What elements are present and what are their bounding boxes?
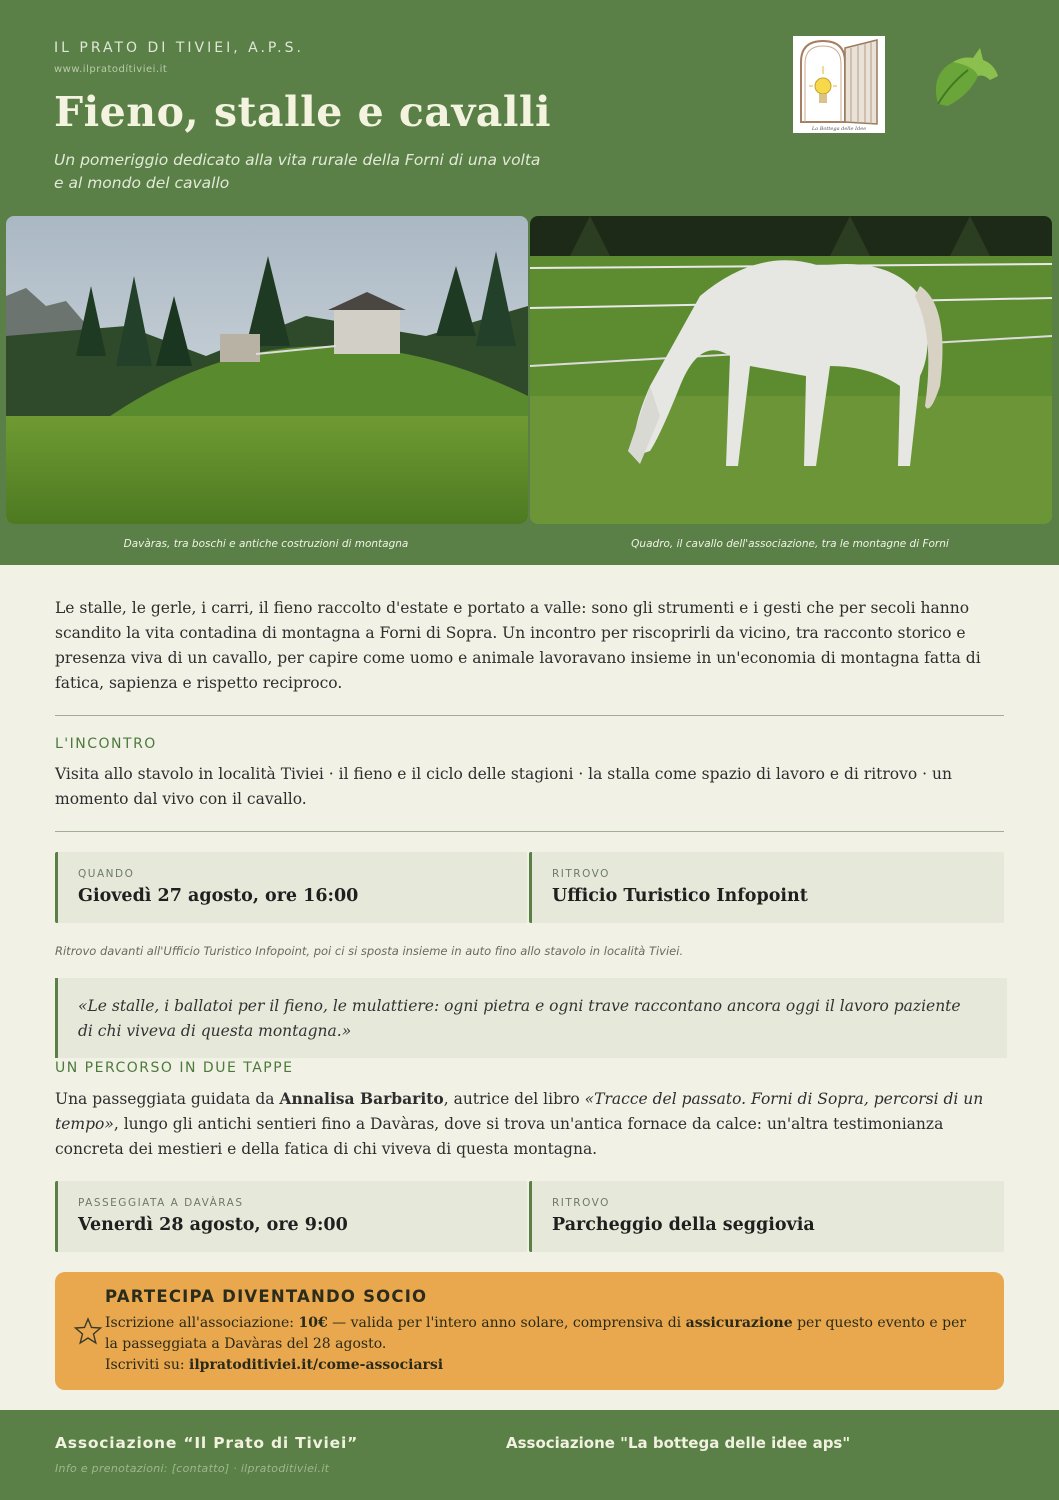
incontro-text: Visita allo stavolo in località Tiviei · il fieno e il ciclo delle stagioni · la stalla come spazio di lavoro e di ritrovo · un momento dal vivo con il cavallo. — [55, 765, 952, 808]
photo-caption: Davàras, tra boschi e antiche costruzioni di montagna — [123, 538, 409, 550]
percorso-section — [55, 1086, 1005, 1162]
signup-link[interactable]: ilpratoditiviei.it/come-associarsi — [189, 1357, 444, 1373]
membership-callout — [55, 1272, 1004, 1390]
intro-paragraph: Le stalle, le gerle, i carri, il fieno raccolto d'estate e portato a valle: sono gli strumenti e i gesti che per secoli hanno scandito la vita contadina di montagna a Forni di Sopra. Un incontro per riscoprirli da vicino, tra racconto storico e presenza viva di un cavallo, per capire come uomo e animale lavoravano insieme in un'economia di montagna fatta di fatica, sapienza e rispetto reciproco. — [55, 599, 981, 692]
horse-leaf-icon — [928, 44, 1002, 114]
event2-when-card — [55, 1181, 527, 1252]
card-value: Parcheggio della seggiovia — [552, 1215, 815, 1235]
quote-block — [55, 978, 1007, 1058]
percorso-text — [55, 1086, 1005, 1162]
percorso-text-b: , autrice del libro — [443, 1090, 585, 1108]
card-label: RITROVO — [552, 868, 610, 880]
signup-label: Iscriviti su: — [105, 1357, 190, 1373]
event2-where-card — [529, 1181, 1004, 1252]
card-label: QUANDO — [78, 868, 135, 880]
insurance-note: assicurazione — [685, 1315, 793, 1331]
subtitle-line: Un pomeriggio dedicato alla vita rurale della Forni di una volta — [54, 151, 541, 169]
org-name: IL PRATO DI TIVIEI, A.P.S. — [54, 40, 304, 56]
photo-caption: Quadro, il cavallo dell'associazione, tra le montagne di Forni — [631, 538, 949, 550]
percorso-text-a: Una passeggiata guidata da — [55, 1090, 280, 1108]
footer-association-2: Associazione "La bottega delle idee aps" — [506, 1434, 851, 1452]
footer-info: Info e prenotazioni: [contatto] · ilpratoditiviei.it — [55, 1462, 330, 1475]
card-value: Venerdì 28 agosto, ore 9:00 — [78, 1215, 348, 1235]
subtitle-line: e al mondo del cavallo — [54, 174, 230, 192]
divider — [55, 831, 1004, 832]
photo-horse — [530, 216, 1052, 524]
callout-text: — valida per l'intero anno solare, comprensiva di — [327, 1315, 686, 1331]
callout-title: PARTECIPA DIVENTANDO SOCIO — [105, 1287, 428, 1306]
header — [0, 0, 1059, 216]
meeting-note: Ritrovo davanti all'Ufficio Turistico Infopoint, poi ci si sposta insieme in auto fino allo stavolo in località Tiviei. — [55, 944, 684, 958]
photo-gallery — [0, 216, 1059, 565]
card-label: PASSEGGIATA A DAVÀRAS — [78, 1197, 244, 1209]
callout-body — [105, 1313, 975, 1376]
quote-text: «Le stalle, i ballatoi per il fieno, le mulattiere: ogni pietra e ogni trave raccontano ancora oggi il lavoro paziente di chi viveva di questa montagna.» — [78, 997, 961, 1040]
logo-caption: La Bottega delle Idee — [811, 126, 867, 132]
section-label-incontro: L'INCONTRO — [55, 736, 157, 752]
event1-where-card — [529, 852, 1004, 923]
footer — [0, 1410, 1059, 1500]
callout-text: per questo evento e per la passeggiata a Davàras del 28 agosto. — [105, 1315, 967, 1352]
membership-price: 10€ — [298, 1315, 328, 1331]
section-label-percorso: UN PERCORSO IN DUE TAPPE — [55, 1060, 294, 1076]
website-link[interactable]: www.ilpratodítiviei.it — [54, 64, 168, 75]
book-title: «Tracce del passato. Forni di Sopra, percorsi di un tempo» — [55, 1090, 984, 1133]
card-label: RITROVO — [552, 1197, 610, 1209]
footer-association-1: Associazione “Il Prato di Tiviei” — [55, 1434, 359, 1452]
bottega-logo — [793, 36, 885, 133]
page-subtitle — [54, 149, 634, 195]
author-name: Annalisa Barbarito — [279, 1089, 444, 1108]
event1-when-card — [55, 852, 527, 923]
divider — [55, 715, 1004, 716]
callout-text: Iscrizione all'associazione: — [105, 1315, 299, 1331]
percorso-text-c: , lungo gli antichi sentieri fino a Davàras, dove si trova un'antica fornace da calce: un'altra testimonianza concreta dei mestieri e della fatica di chi viveva di questa montagna. — [55, 1115, 944, 1158]
card-value: Ufficio Turistico Infopoint — [552, 886, 808, 906]
intro-section — [55, 596, 1005, 696]
page-title: Fieno, stalle e cavalli — [54, 88, 552, 136]
star-icon — [73, 1316, 103, 1346]
incontro-section — [55, 762, 1005, 812]
photo-davaras — [6, 216, 528, 524]
card-value: Giovedì 27 agosto, ore 16:00 — [78, 886, 359, 906]
